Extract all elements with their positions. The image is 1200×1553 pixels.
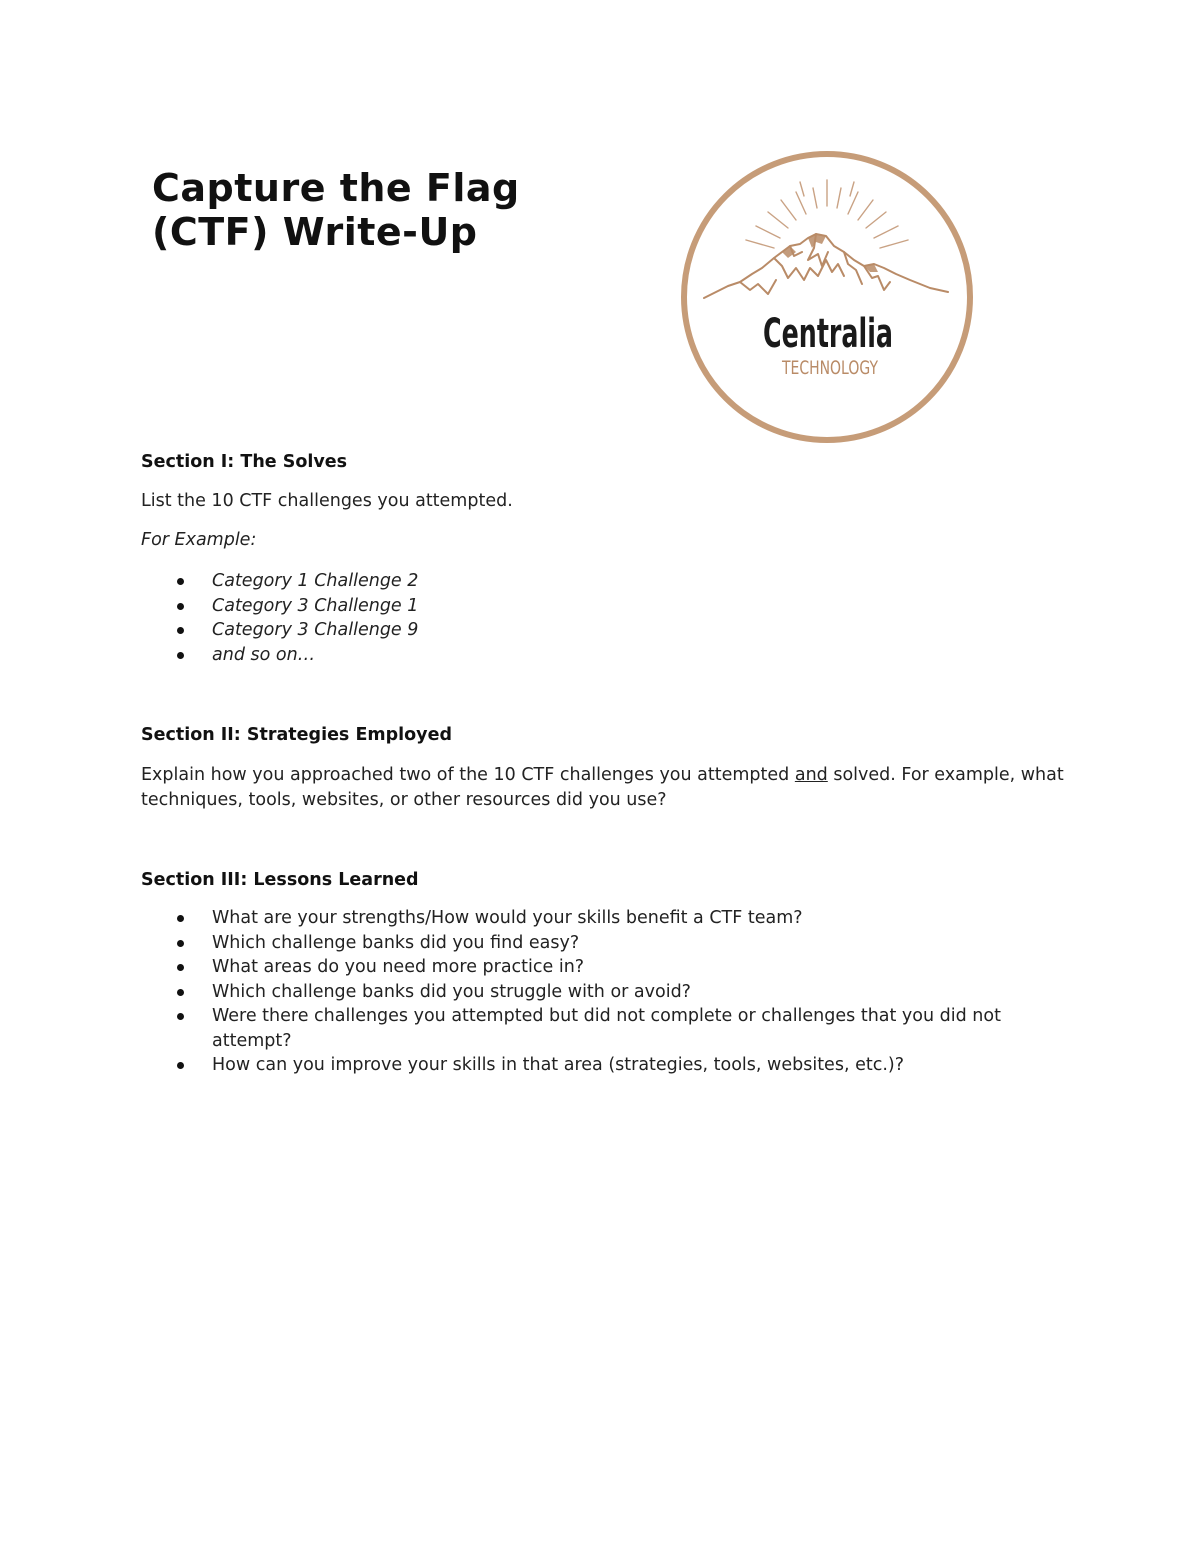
list-item: Were there challenges you attempted but did not complete or challenges that you did not attempt? [141, 1004, 1001, 1053]
bullet-icon [177, 652, 184, 659]
bullet-icon [177, 1013, 184, 1020]
title-line-1: Capture the Flag [152, 166, 520, 210]
bullet-icon [177, 989, 184, 996]
example-list [141, 569, 418, 667]
underlined-and: and [794, 765, 828, 785]
logo-subtitle: TECHNOLOGY [781, 357, 879, 379]
example-label: For Example: [141, 530, 257, 550]
section-1-heading: Section I: The Solves [141, 452, 348, 472]
list-item: What areas do you need more practice in? [141, 955, 1001, 980]
list-item: Which challenge banks did you struggle with or avoid? [141, 980, 1001, 1005]
section-1-instruction: List the 10 CTF challenges you attempted. [141, 491, 513, 511]
list-item: Category 3 Challenge 1 [141, 594, 418, 619]
centralia-technology-logo [678, 148, 976, 446]
list-item: How can you improve your skills in that area (strategies, tools, websites, etc.)? [141, 1053, 1001, 1078]
bullet-icon [177, 915, 184, 922]
section-2-heading: Section II: Strategies Employed [141, 725, 452, 745]
list-item: Category 3 Challenge 9 [141, 618, 418, 643]
section-2-instruction: Explain how you approached two of the 10 CTF challenges you attempted and solved. For example, what techniques, tools, websites, or other resources did you use? [141, 765, 1064, 810]
bullet-icon [177, 627, 184, 634]
list-item: and so on… [141, 643, 418, 668]
bullet-icon [177, 1062, 184, 1069]
bullet-icon [177, 603, 184, 610]
lessons-question-list [141, 906, 1001, 1078]
list-item: Which challenge banks did you find easy? [141, 931, 1001, 956]
title-line-2: (CTF) Write-Up [152, 210, 478, 254]
logo-name: Centralia [763, 311, 893, 357]
bullet-icon [177, 578, 184, 585]
section-3-heading: Section III: Lessons Learned [141, 870, 419, 890]
document-title [152, 166, 520, 254]
list-item: What are your strengths/How would your skills benefit a CTF team? [141, 906, 1001, 931]
bullet-icon [177, 940, 184, 947]
list-item: Category 1 Challenge 2 [141, 569, 418, 594]
bullet-icon [177, 964, 184, 971]
